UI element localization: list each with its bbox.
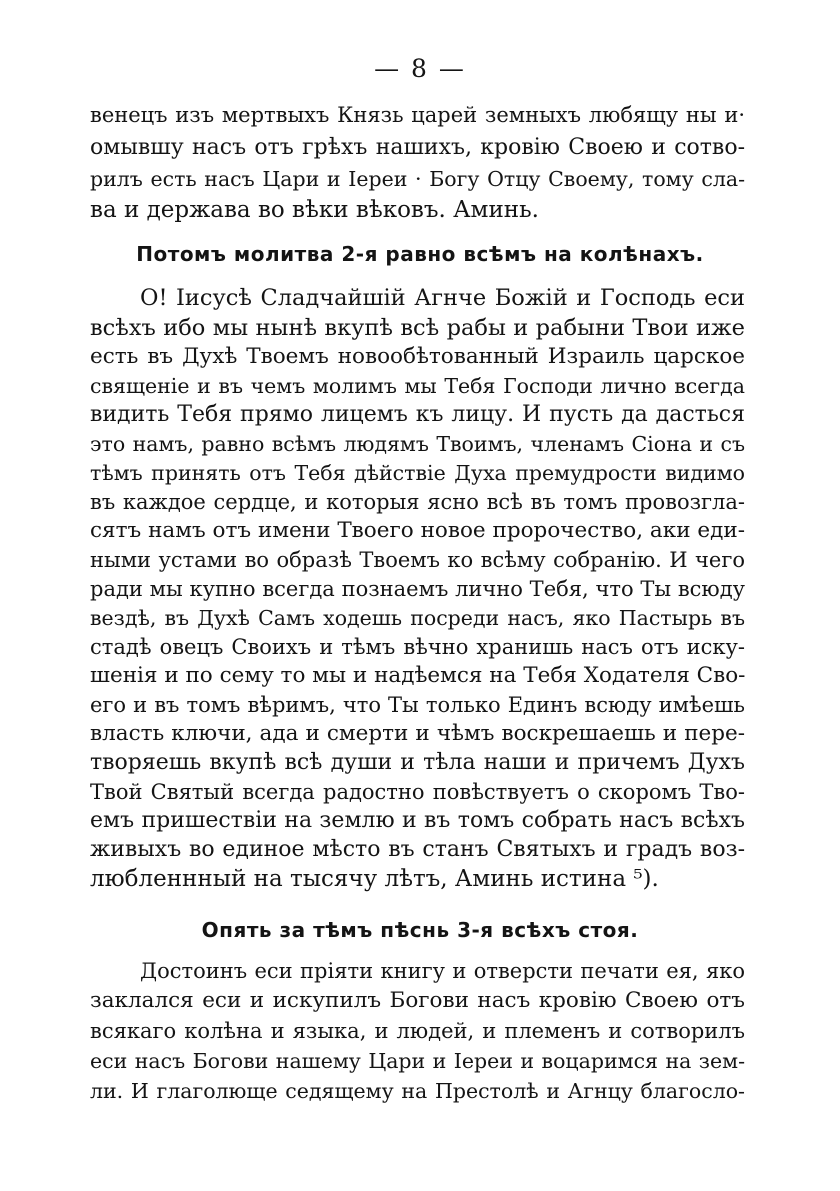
text-line: емъ пришествіи на землю и въ томъ собрать насъ всѣхъ bbox=[90, 808, 745, 833]
text-line: ради мы купно всегда познаемъ лично Тебя, что Ты всюду bbox=[90, 577, 745, 601]
section-heading: Опять за тѣмъ пѣснь 3-я всѣхъ стоя. bbox=[201, 918, 639, 942]
text-line: всѣхъ ибо мы нынѣ вкупѣ всѣ рабы и рабыни Твои иже bbox=[90, 315, 745, 341]
text-line: О! Іисусѣ Сладчайшій Агнче Божій и Господь еси bbox=[140, 285, 745, 311]
text-line: Достоинъ еси пріяти книгу и отверсти печати ея, яко bbox=[140, 959, 745, 983]
text-line: есть въ Духѣ Твоемъ новообѣтованный Израиль царское bbox=[90, 344, 745, 369]
text-line: ва и держава во вѣки вѣковъ. Аминь. bbox=[90, 197, 539, 223]
text-line: шенія и по сему то мы и надѣемся на Тебя Ходателя Сво- bbox=[90, 663, 746, 688]
text-line: омывшу насъ отъ грѣхъ нашихъ, кровію Своею и сотво- bbox=[90, 135, 745, 160]
page-number: — 8 — bbox=[374, 54, 466, 83]
text-line: власть ключи, ада и смерти и чѣмъ воскрешаешь и пере- bbox=[90, 721, 745, 746]
text-line: заклался еси и искупилъ Богови насъ кровію Своею отъ bbox=[90, 988, 745, 1013]
text-line: видить Тебя прямо лицемъ къ лицу. И пусть да дасться bbox=[90, 402, 745, 427]
text-line: сятъ намъ отъ имени Твоего новое пророчество, аки еди- bbox=[90, 518, 745, 543]
text-line: любленнный на тысячу лѣтъ, Аминь истина ⁵). bbox=[90, 866, 659, 892]
text-line: вездѣ, въ Духѣ Самъ ходешь посреди насъ, яко Пастырь въ bbox=[90, 606, 745, 630]
text-line: священіе и въ чемъ молимъ мы Тебя Господи лично всегда bbox=[90, 374, 745, 398]
section-heading: Потомъ молитва 2-я равно всѣмъ на колѣнахъ. bbox=[136, 242, 704, 266]
text-line: его и въ томъ вѣримъ, что Ты только Единъ всюду имѣешь bbox=[90, 693, 745, 717]
text-line: ли. И глаголюще седящему на Престолѣ и Агнцу благосло- bbox=[90, 1079, 745, 1103]
text-line: въ каждое сердце, и которыя ясно всѣ въ томъ провозгла- bbox=[90, 490, 745, 514]
text-line: это намъ, равно всѣмъ людямъ Твоимъ, членамъ Сіона и съ bbox=[90, 432, 745, 456]
text-line: творяешь вкупѣ всѣ души и тѣла наши и причемъ Духъ bbox=[90, 750, 745, 775]
text-line: стадѣ овецъ Своихъ и тѣмъ вѣчно хранишь насъ отъ иску- bbox=[90, 635, 745, 659]
text-line: Твой Святый всегда радостно повѣствуетъ о скоромъ Тво- bbox=[90, 780, 745, 804]
text-line: всякаго колѣна и языка, и людей, и племенъ и сотворилъ bbox=[90, 1019, 745, 1043]
text-line: венецъ изъ мертвыхъ Князь царей земныхъ любящу ны и· bbox=[90, 103, 745, 127]
text-line: живыхъ во единое мѣсто въ станъ Святыхъ и градъ воз- bbox=[90, 837, 745, 862]
text-line: ными устами во образѣ Твоемъ ко всѣму собранію. И чего bbox=[90, 548, 745, 572]
text-line: тѣмъ принять отъ Тебя дѣйствіе Духа премудрости видимо bbox=[90, 461, 745, 485]
text-line: еси насъ Богови нашему Цари и Іереи и воцаримся на зем- bbox=[90, 1049, 745, 1073]
text-line: рилъ есть насъ Цари и Іереи · Богу Отцу Своему, тому сла- bbox=[90, 167, 745, 191]
